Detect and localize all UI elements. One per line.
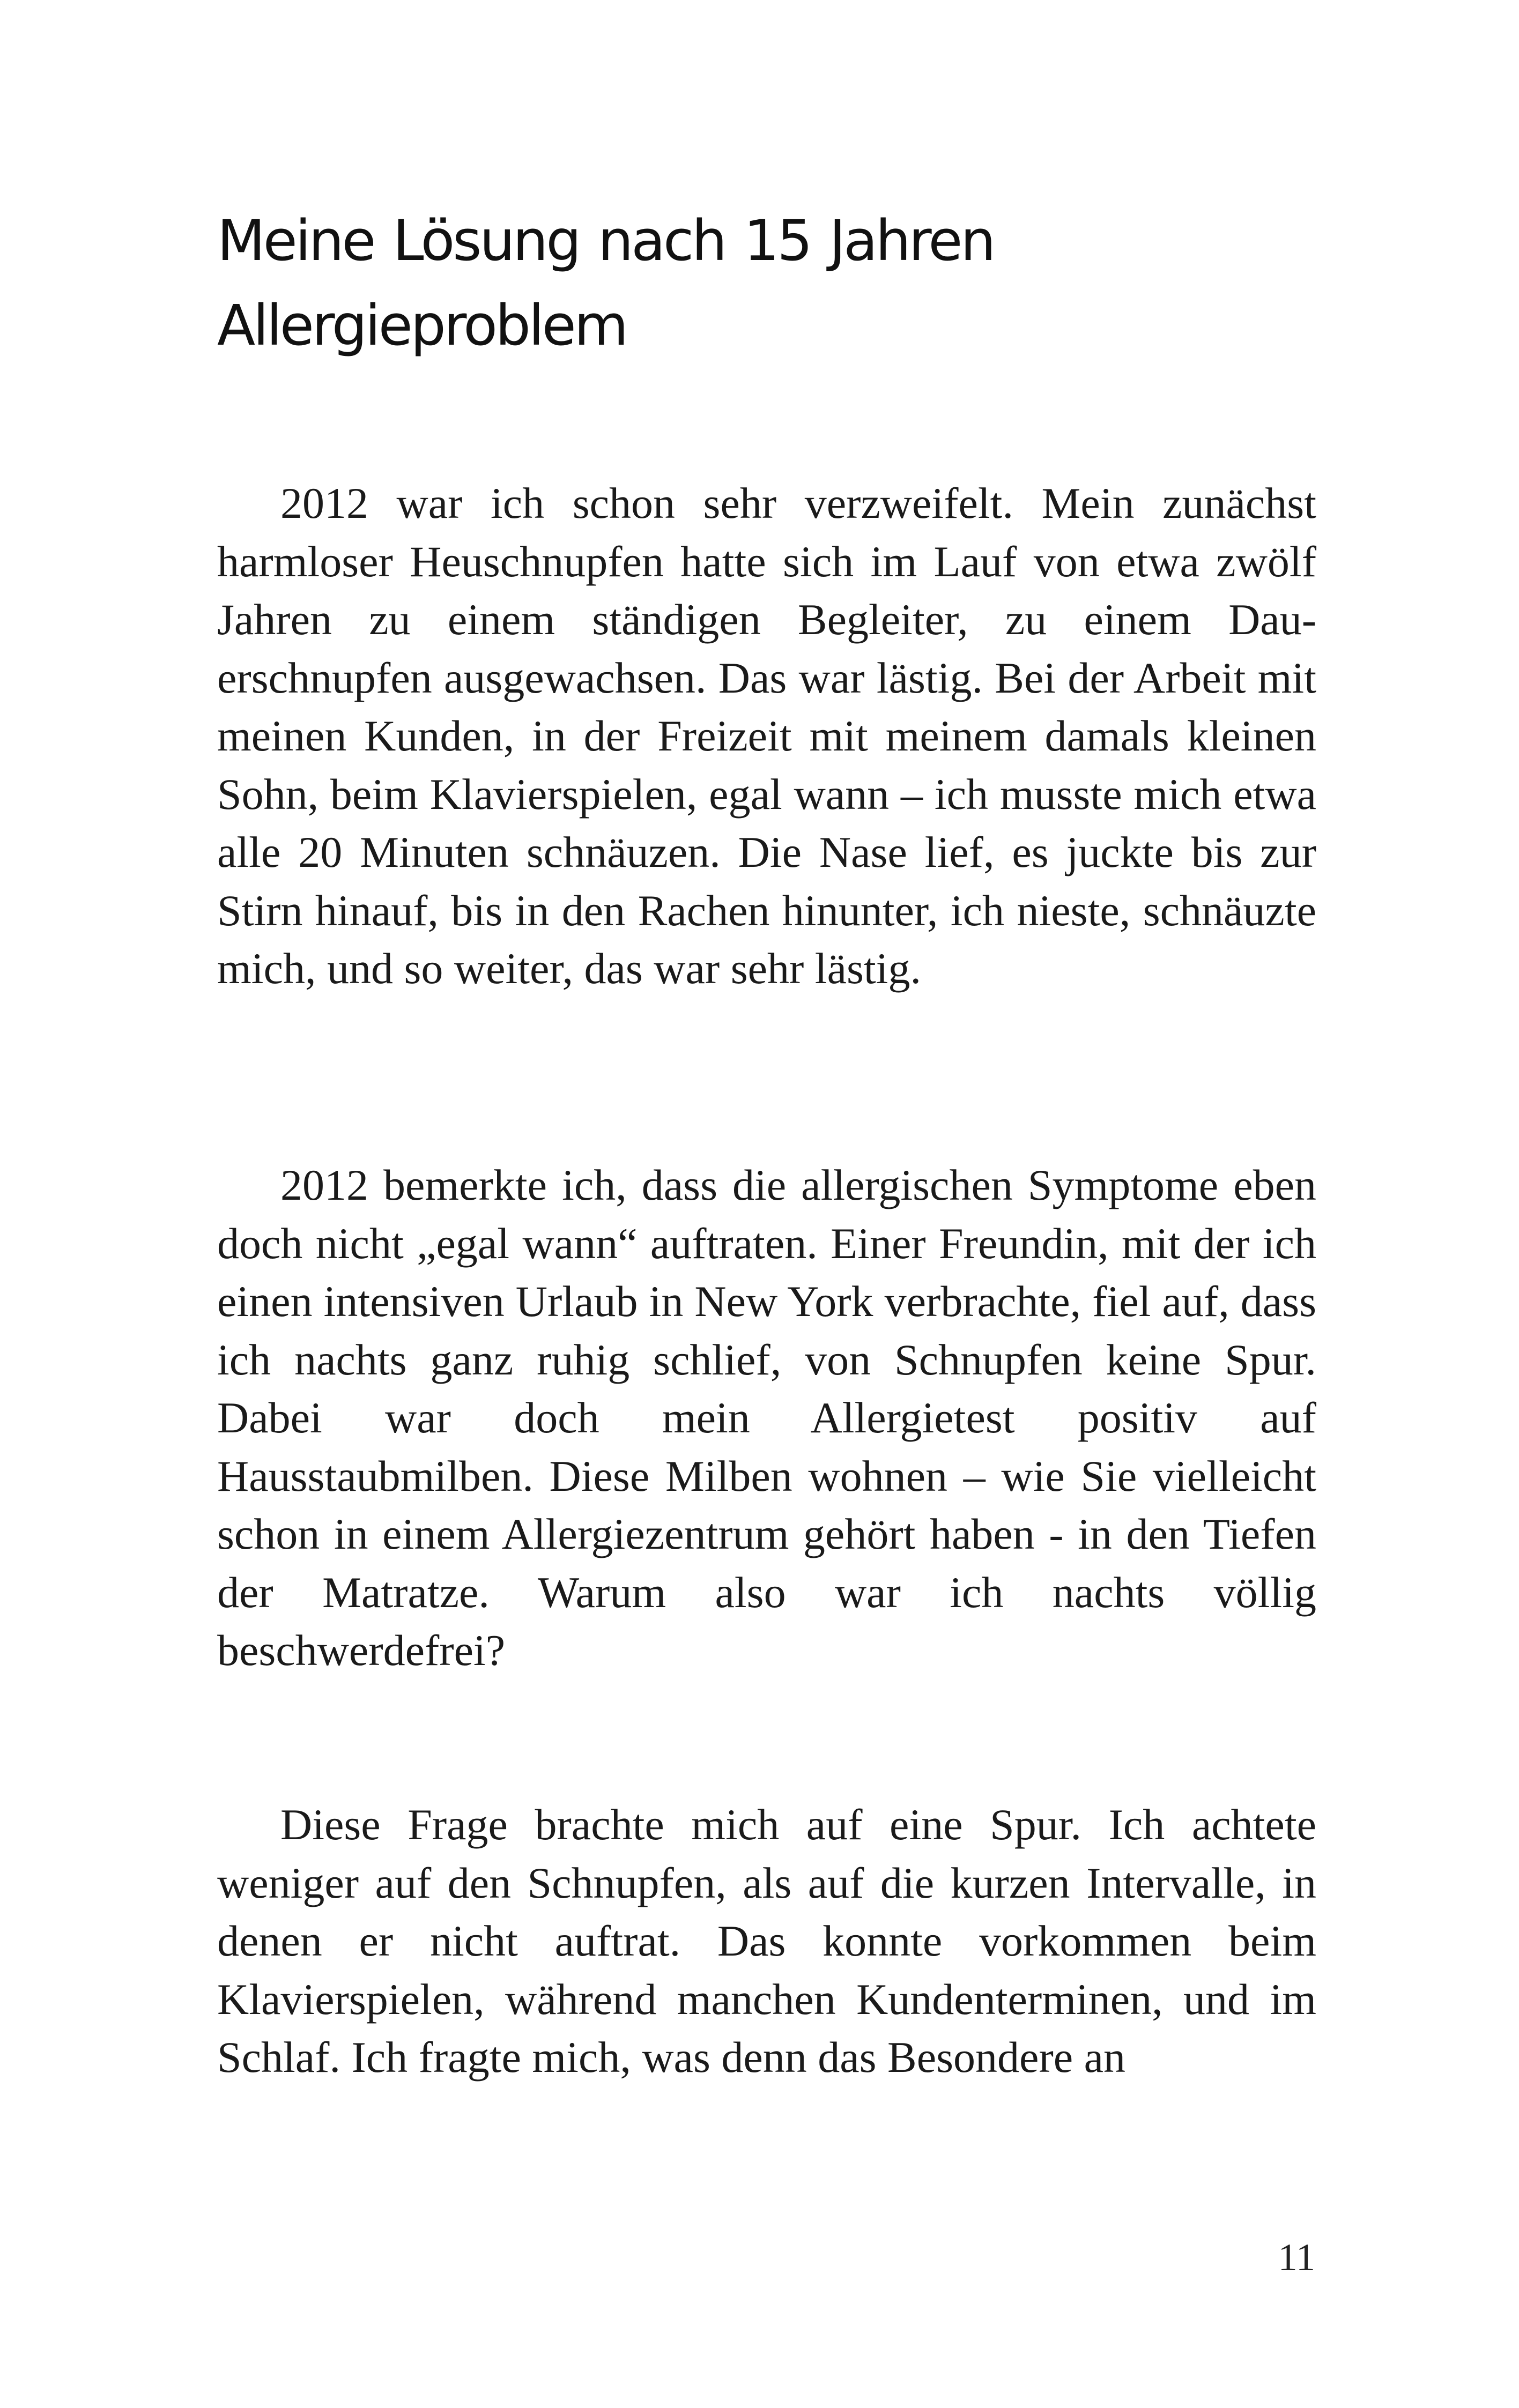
body-paragraph: 2012 war ich schon sehr verzweifelt. Mein zunächst harmloser Heuschnupfen hatte sich im Lauf von etwa zwölf Jahren zu einem ständigen Begleiter, zu einem Dauerschnupfen ausgewachsen. Das war lästig. Bei der Arbeit mit meinen Kunden, in der Freizeit mit meinem damals kleinen Sohn, beim Klavierspielen, egal wann – ich musste mich etwa alle 20 Minuten schnäuzen. Die Nase lief, es juckte bis zur Stirn hinauf, bis in den Rachen hinunter, ich nieste, schnäuzte mich, und so weiter, das war sehr lästig.	[217, 479, 1316, 993]
page-number: 11	[1278, 2236, 1315, 2279]
body-paragraph: Diese Frage brachte mich auf eine Spur. Ich achtete weniger auf den Schnupfen, als auf die kurzen Intervalle, in denen er nicht auftrat. Das konnte vorkommen beim Klavierspielen, während manchen Kundenterminen, und im Schlaf. Ich fragte mich, was denn das Besondere an	[217, 1800, 1316, 2082]
chapter-title: Meine Lösung nach 15 Jahren Allergieproblem	[217, 208, 994, 358]
body-paragraph: 2012 bemerkte ich, dass die allergischen Symptome eben doch nicht „egal wann“ auftraten. Einer Freundin, mit der ich einen intensiven Urlaub in New York verbrachte, fiel auf, dass ich nachts ganz ruhig schlief, von Schnupfen keine Spur. Dabei war doch mein Allergietest positiv auf Hausstaubmilben. Diese Milben wohnen – wie Sie vielleicht schon in einem Allergiezentrum gehört haben - in den Tiefen der Matratze. Warum also war ich nachts völlig beschwerdefrei?	[217, 1161, 1316, 1675]
